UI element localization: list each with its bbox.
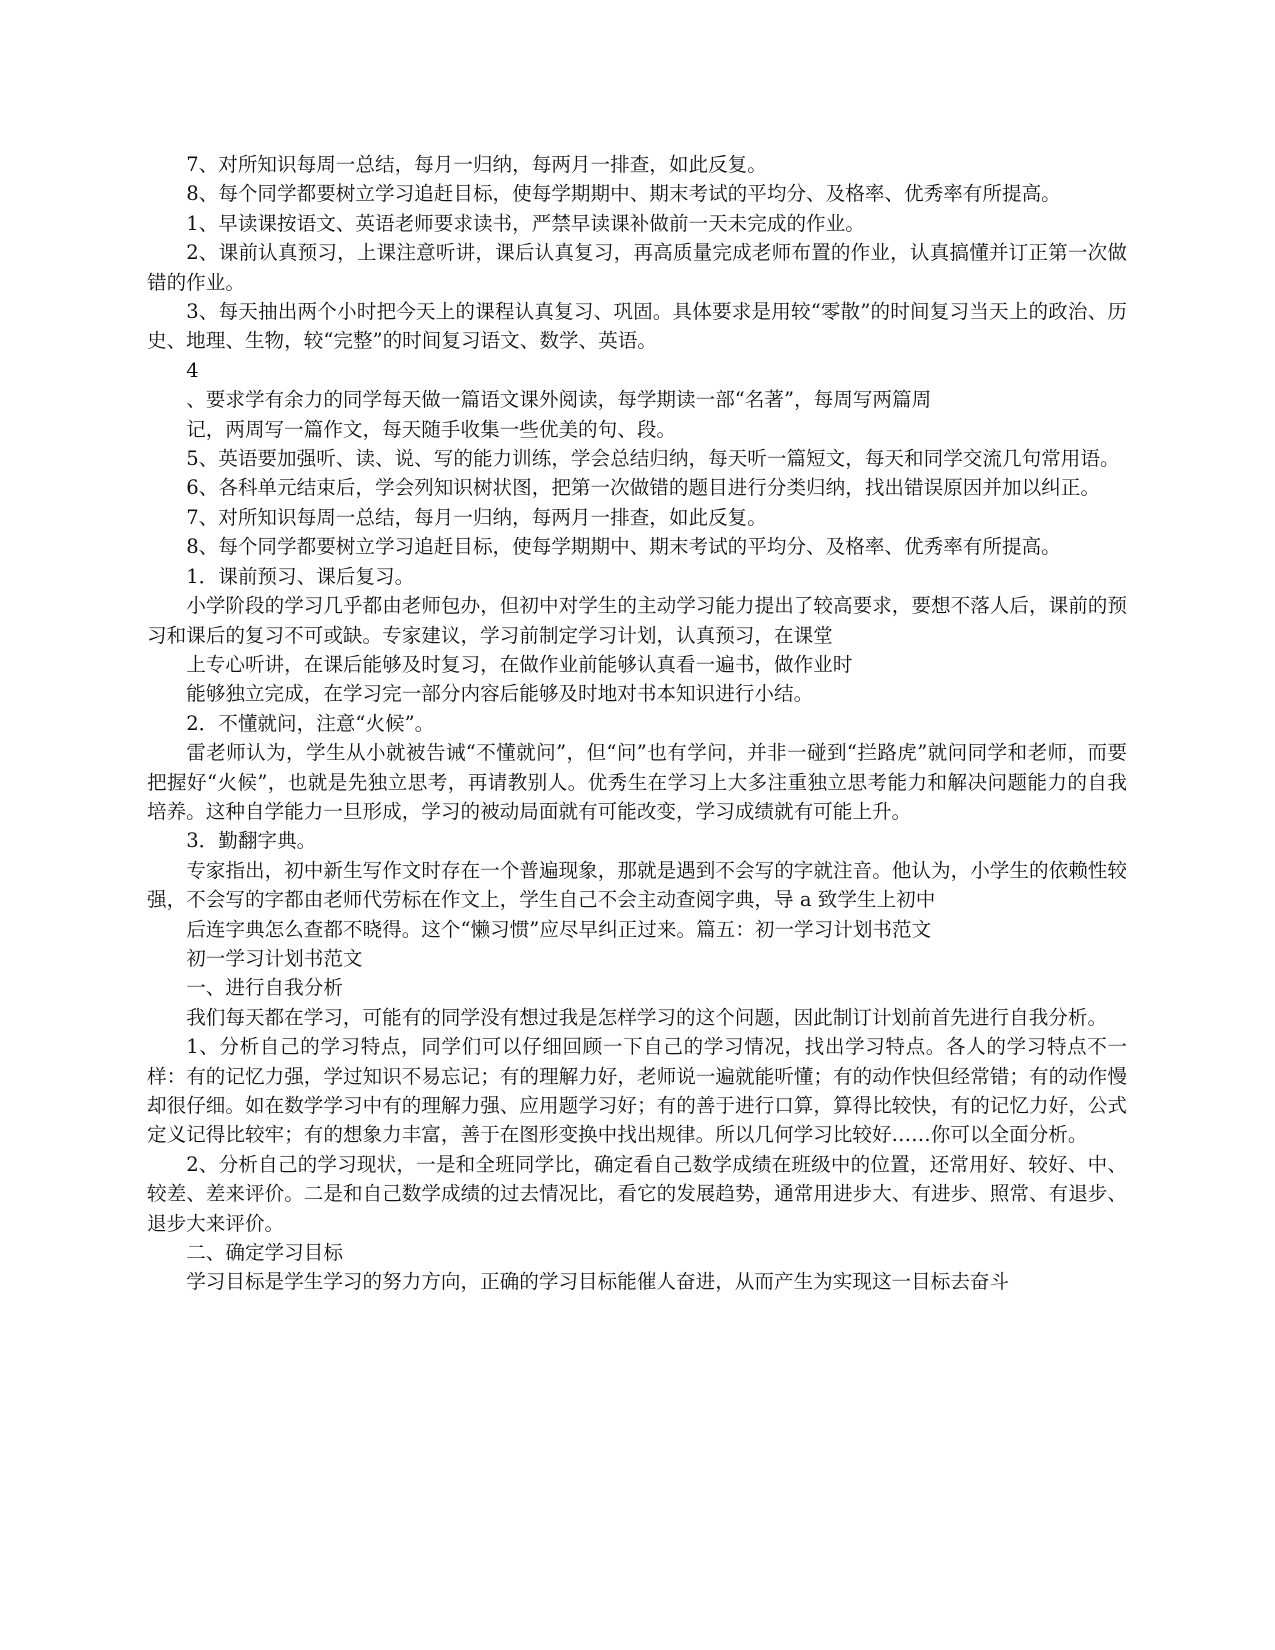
- paragraph: 7、对所知识每周一总结，每月一归纳，每两月一排查，如此反复。: [186, 505, 767, 529]
- paragraph: 上专心听讲，在课后能够及时复习，在做作业前能够认真看一遍书，做作业时: [186, 652, 853, 676]
- paragraph: 1、分析自己的学习特点，同学们可以仔细回顾一下自己的学习情况，找出学习特点。各人的学习特点不一样：有的记忆力强，学过知识不易忘记；有的理解力好，老师说一遍就能听懂；有的动作快但经常错；有的动作慢却很仔细。如在数学学习中有的理解力强、应用题学习好；有的善于进行口算，算得比较快，有的记忆力好，公式定义记得比较牢；有的想象力丰富，善于在图形变换中找出规律。所以几何学习比较好……你可以全面分析。: [147, 1035, 1127, 1147]
- paragraph: 7、对所知识每周一总结，每月一归纳，每两月一排查，如此反复。: [186, 153, 767, 176]
- paragraph: 雷老师认为，学生从小就被告诫“不懂就问”，但“问”也有学问，并非一碰到“拦路虎”就问同学和老师，而要把握好“火候”，也就是先独立思考，再请教别人。优秀生在学习上大多注重独立思考能力和解决问题能力的自我培养。这种自学能力一旦形成，学习的被动局面就有可能改变，学习成绩就有可能上升。: [147, 741, 1127, 823]
- paragraph: 学习目标是学生学习的努力方向，正确的学习目标能催人奋进，从而产生为实现这一目标去奋斗: [186, 1270, 1010, 1294]
- paragraph: 1．课前预习、课后复习。: [186, 564, 415, 588]
- paragraph: 后连字典怎么查都不晓得。这个“懒习惯”应尽早纠正过来。篇五：初一学习计划书范文: [186, 917, 932, 941]
- document-body: [147, 150, 1127, 1297]
- paragraph: 我们每天都在学习，可能有的同学没有想过我是怎样学习的这个问题，因此制订计划前首先进行自我分析。: [186, 1005, 1108, 1029]
- paragraph: 小学阶段的学习几乎都由老师包办，但初中对学生的主动学习能力提出了较高要求，要想不落人后，课前的预习和课后的复习不可或缺。专家建议，学习前制定学习计划，认真预习，在课堂: [147, 594, 1127, 647]
- paragraph: 二、确定学习目标: [186, 1241, 343, 1265]
- paragraph: 1、早读课按语文、英语老师要求读书，严禁早读课补做前一天未完成的作业。: [186, 211, 865, 235]
- paragraph: 初一学习计划书范文: [186, 946, 363, 970]
- paragraph: 2、课前认真预习，上课注意听讲，课后认真复习，再高质量完成老师布置的作业，认真搞懂并订正第一次做错的作业。: [147, 241, 1127, 294]
- paragraph: 2．不懂就问，注意“火候”。: [186, 711, 435, 735]
- paragraph: 、要求学有余力的同学每天做一篇语文课外阅读，每学期读一部“名著”，每周写两篇周: [186, 388, 932, 412]
- paragraph: 8、每个同学都要树立学习追赶目标，使每学期期中、期末考试的平均分、及格率、优秀率有所提高。: [186, 535, 1061, 559]
- paragraph: 能够独立完成，在学习完一部分内容后能够及时地对书本知识进行小结。: [186, 682, 814, 706]
- paragraph: 3．勤翻字典。: [186, 829, 317, 853]
- paragraph: 3、每天抽出两个小时把今天上的课程认真复习、巩固。具体要求是用较“零散”的时间复习当天上的政治、历史、地理、生物，较“完整”的时间复习语文、数学、英语。: [147, 300, 1127, 353]
- paragraph: 记，两周写一篇作文，每天随手收集一些优美的句、段。: [186, 417, 677, 441]
- paragraph: 8、每个同学都要树立学习追赶目标，使每学期期中、期末考试的平均分、及格率、优秀率有所提高。: [186, 182, 1061, 206]
- paragraph: 5、英语要加强听、读、说、写的能力训练，学会总结归纳，每天听一篇短文，每天和同学交流几句常用语。: [186, 447, 1120, 471]
- paragraph: 2、分析自己的学习现状，一是和全班同学比，确定看自己数学成绩在班级中的位置，还常用好、较好、中、较差、差来评价。二是和自己数学成绩的过去情况比，看它的发展趋势，通常用进步大、有进步、照常、有退步、退步大来评价。: [147, 1152, 1127, 1235]
- paragraph: 一、进行自我分析: [186, 976, 343, 1000]
- paragraph: 专家指出，初中新生写作文时存在一个普遍现象，那就是遇到不会写的字就注音。他认为，小学生的依赖性较强，不会写的字都由老师代劳标在作文上，学生自己不会主动查阅字典，导 a 致学生上初中: [147, 858, 1127, 912]
- paragraph: 4: [186, 358, 199, 382]
- paragraph: 6、各科单元结束后，学会列知识树状图，把第一次做错的题目进行分类归纳，找出错误原因并加以纠正。: [186, 476, 1100, 500]
